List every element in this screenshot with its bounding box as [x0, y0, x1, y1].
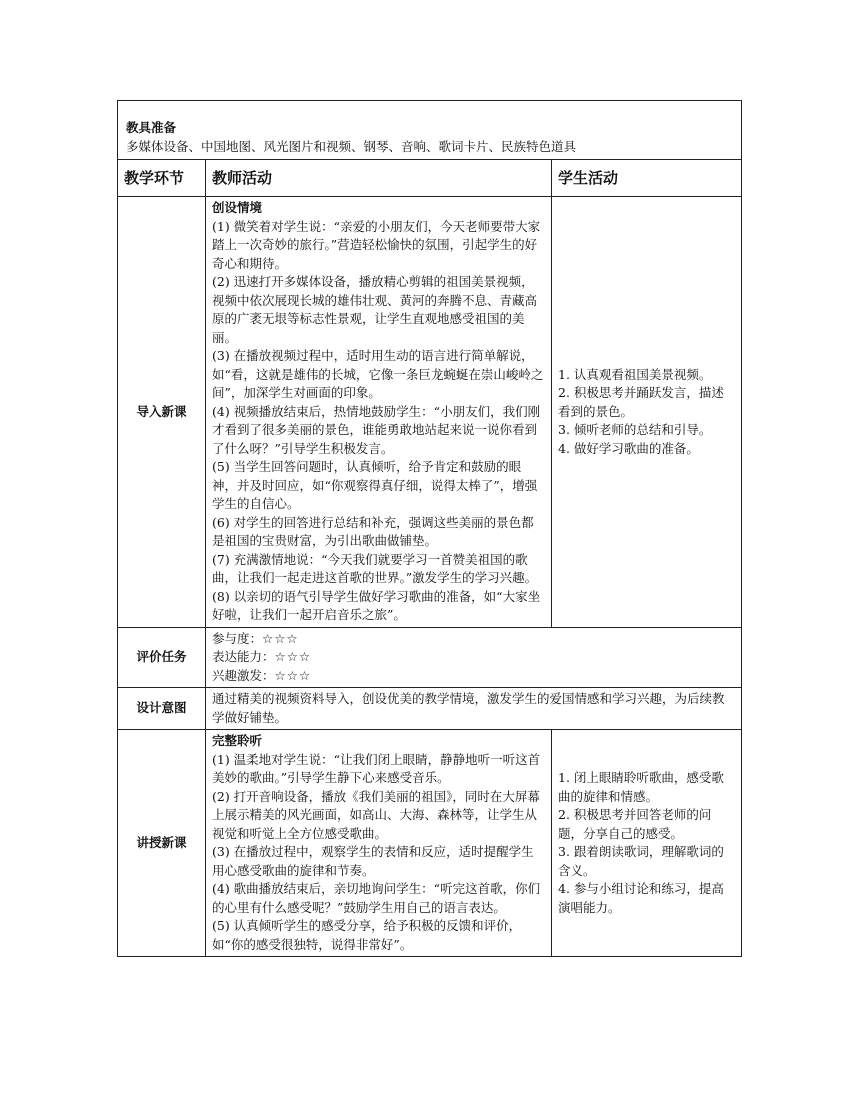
evaluation-label: 参与度：: [212, 630, 263, 646]
intro-student-cell: [552, 197, 742, 628]
evaluation-cell: [206, 627, 742, 688]
teaching-aids-list: 多媒体设备、中国地图、风光图片和视频、钢琴、音响、歌词卡片、民族特色道具: [126, 138, 577, 154]
evaluation-label: 表达能力：: [212, 649, 275, 664]
design-intent-text: 通过精美的视频资料导入，创设优美的教学情境，激发学生的爱国情感和学习兴趣，为后续教学做好铺垫。: [206, 688, 742, 730]
intro-student-item: 1. 认真观看祖国美景视频。: [558, 366, 712, 382]
lesson-plan-table: [117, 100, 742, 957]
intro-row: [118, 197, 742, 628]
lesson-teacher-step: (3) 在播放过程中，观察学生的表情和反应，适时提醒学生用心感受歌曲的旋律和节奏。: [212, 844, 534, 878]
evaluation-item: [212, 630, 735, 649]
evaluation-item: [212, 648, 735, 667]
intro-stage-label: 导入新课: [118, 197, 206, 628]
lesson-teacher-step: (4) 歌曲播放结束后，亲切地询问学生：“听完这首歌，你们的心里有什么感受呢？”鼓励学生用自己的语言表达。: [212, 881, 541, 915]
teaching-aids-cell: [118, 101, 742, 160]
lesson-student-item: 1. 闭上眼睛聆听歌曲，感受歌曲的旋律和情感。: [558, 770, 724, 804]
lesson-student-item: 2. 积极思考并回答老师的问题，分享自己的感受。: [558, 807, 712, 841]
evaluation-item: [212, 667, 735, 686]
table-header-row: [118, 160, 742, 197]
lesson-student-item: 4. 参与小组讨论和练习，提高演唱能力。: [558, 881, 724, 915]
lesson-teacher-step: (5) 认真倾听学生的感受分享，给予积极的反馈和评价，如“你的感受很独特，说得非常好”。: [212, 918, 522, 952]
intro-student-item: 3. 倾听老师的总结和引导。: [558, 422, 712, 437]
teaching-aids-title: 教具准备: [126, 120, 177, 135]
lesson-student-item: 3. 跟着朗读歌词，理解歌词的含义。: [558, 844, 724, 878]
intro-teacher-cell: [206, 197, 552, 628]
intro-teacher-step: (3) 在播放视频过程中，适时用生动的语言进行简单解说，如“看，这就是雄伟的长城，它像一条巨龙蜿蜒在崇山峻岭之间”，加深学生对画面的印象。: [212, 348, 544, 400]
intro-teacher-step: (4) 视频播放结束后，热情地鼓励学生：“小朋友们，我们刚才看到了很多美丽的景色，谁能勇敢地站起来说一说你看到了什么呀？”引导学生积极发言。: [212, 403, 541, 456]
intro-teacher-step: (1) 微笑着对学生说：“亲爱的小朋友们，今天老师要带大家踏上一次奇妙的旅行。”营造轻松愉快的氛围，引起学生的好奇心和期待。: [212, 218, 541, 271]
lesson-student-cell: [552, 730, 742, 957]
evaluation-label: 兴趣激发：: [212, 667, 275, 683]
lesson-stage-label: 讲授新课: [118, 730, 206, 957]
intro-teacher-step: (6) 对学生的回答进行总结和补充，强调这些美丽的景色都是祖国的宝贵财富，为引出歌曲做铺垫。: [212, 514, 534, 548]
lesson-teacher-step: (1) 温柔地对学生说：“让我们闭上眼睛，静静地听一听这首美妙的歌曲。”引导学生静下心来感受音乐。: [212, 751, 541, 785]
lesson-teacher-cell: [206, 730, 552, 957]
intro-subtitle: 创设情境: [212, 200, 263, 215]
design-stage-label: 设计意图: [118, 688, 206, 730]
lesson-plan-sheet: [117, 100, 741, 957]
lesson-teacher-step: (2) 打开音响设备，播放《我们美丽的祖国》，同时在大屏幕上展示精美的风光画面，如高山、大海、森林等，让学生从视觉和听觉上全方位感受歌曲。: [212, 788, 540, 841]
intro-teacher-step: (2) 迅速打开多媒体设备，播放精心剪辑的祖国美景视频，视频中依次展现长城的雄伟壮观、黄河的奔腾不息、青藏高原的广袤无垠等标志性景观，让学生直观地感受祖国的美丽。: [212, 274, 538, 345]
teaching-aids-row: [118, 101, 742, 160]
header-stage: 教学环节: [118, 160, 206, 197]
star-rating: ☆☆☆: [274, 649, 312, 664]
star-rating: ☆☆☆: [262, 630, 299, 646]
evaluation-row: [118, 627, 742, 688]
star-rating: ☆☆☆: [274, 667, 312, 683]
header-student-activity: 学生活动: [552, 160, 742, 197]
design-row: [118, 688, 742, 730]
evaluation-stage-label: 评价任务: [118, 627, 206, 688]
intro-student-item: 4. 做好学习歌曲的准备。: [558, 440, 699, 456]
intro-teacher-step: (5) 当学生回答问题时，认真倾听，给予肯定和鼓励的眼神，并及时回应，如“你观察得真仔细，说得太棒了”，增强学生的自信心。: [212, 459, 538, 511]
lesson-row: [118, 730, 742, 957]
intro-teacher-step: (7) 充满激情地说：“今天我们就要学习一首赞美祖国的歌曲，让我们一起走进这首歌的世界。”激发学生的学习兴趣。: [212, 551, 538, 585]
intro-student-item: 2. 积极思考并踊跃发言，描述看到的景色。: [558, 385, 724, 419]
header-teacher-activity: 教师活动: [206, 160, 552, 197]
intro-teacher-step: (8) 以亲切的语气引导学生做好学习歌曲的准备，如“大家坐好啦，让我们一起开启音乐之旅”。: [212, 588, 541, 622]
lesson-subtitle: 完整聆听: [212, 733, 263, 748]
